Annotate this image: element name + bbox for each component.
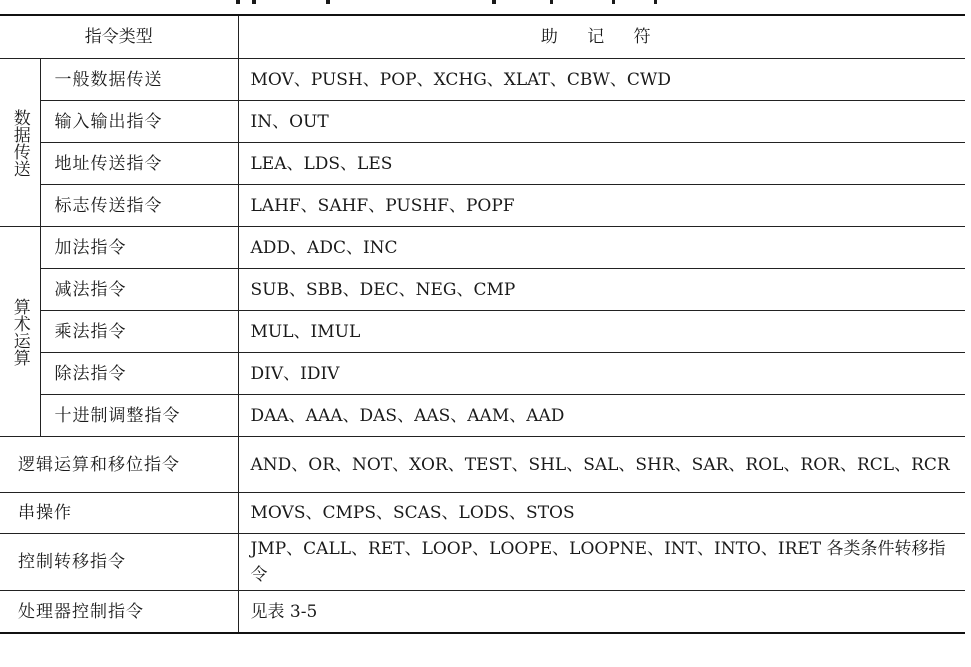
- row-type: 输入输出指令: [40, 101, 238, 143]
- row-mnemonics: LEA、LDS、LES: [238, 143, 965, 185]
- table-row: [0, 395, 965, 437]
- row-type: 处理器控制指令: [0, 591, 238, 634]
- row-type: 除法指令: [40, 353, 238, 395]
- row-type: 乘法指令: [40, 311, 238, 353]
- row-mnemonics: MUL、IMUL: [238, 311, 965, 353]
- table-row: [0, 353, 965, 395]
- row-type: 标志传送指令: [40, 185, 238, 227]
- table-row: [0, 311, 965, 353]
- row-type: 一般数据传送: [40, 59, 238, 101]
- row-mnemonics: AND、OR、NOT、XOR、TEST、SHL、SAL、SHR、SAR、ROL、ROR、RCL、RCR: [238, 437, 965, 493]
- row-mnemonics: 见表 3-5: [238, 591, 965, 634]
- header-instruction-type: 指令类型: [0, 15, 238, 59]
- row-type: 控制转移指令: [0, 534, 238, 591]
- row-type: 十进制调整指令: [40, 395, 238, 437]
- row-mnemonics: DIV、IDIV: [238, 353, 965, 395]
- table-row: [0, 185, 965, 227]
- row-type: 加法指令: [40, 227, 238, 269]
- table-row: [0, 227, 965, 269]
- table-row: [0, 534, 965, 591]
- row-mnemonics: SUB、SBB、DEC、NEG、CMP: [238, 269, 965, 311]
- group-label-data-transfer: 数据传送: [0, 59, 40, 227]
- instruction-table: [0, 14, 965, 634]
- row-type: 减法指令: [40, 269, 238, 311]
- row-type: 地址传送指令: [40, 143, 238, 185]
- row-type: 逻辑运算和移位指令: [0, 437, 238, 493]
- row-mnemonics: MOVS、CMPS、SCAS、LODS、STOS: [238, 493, 965, 534]
- row-type: 串操作: [0, 493, 238, 534]
- group-label-arithmetic: 算术运算: [0, 227, 40, 437]
- table-row: [0, 269, 965, 311]
- table-header-row: [0, 15, 965, 59]
- row-mnemonics: LAHF、SAHF、PUSHF、POPF: [238, 185, 965, 227]
- table-row: [0, 59, 965, 101]
- table-row: [0, 591, 965, 634]
- row-mnemonics: IN、OUT: [238, 101, 965, 143]
- row-mnemonics: JMP、CALL、RET、LOOP、LOOPE、LOOPNE、INT、INTO、IRET 各类条件转移指令: [238, 534, 965, 591]
- table-row: [0, 437, 965, 493]
- table-row: [0, 101, 965, 143]
- row-mnemonics: DAA、AAA、DAS、AAS、AAM、AAD: [238, 395, 965, 437]
- header-mnemonic: 助 记 符: [238, 15, 965, 59]
- table-row: [0, 493, 965, 534]
- row-mnemonics: MOV、PUSH、POP、XCHG、XLAT、CBW、CWD: [238, 59, 965, 101]
- cropped-caption: [0, 0, 971, 14]
- row-mnemonics: ADD、ADC、INC: [238, 227, 965, 269]
- table-row: [0, 143, 965, 185]
